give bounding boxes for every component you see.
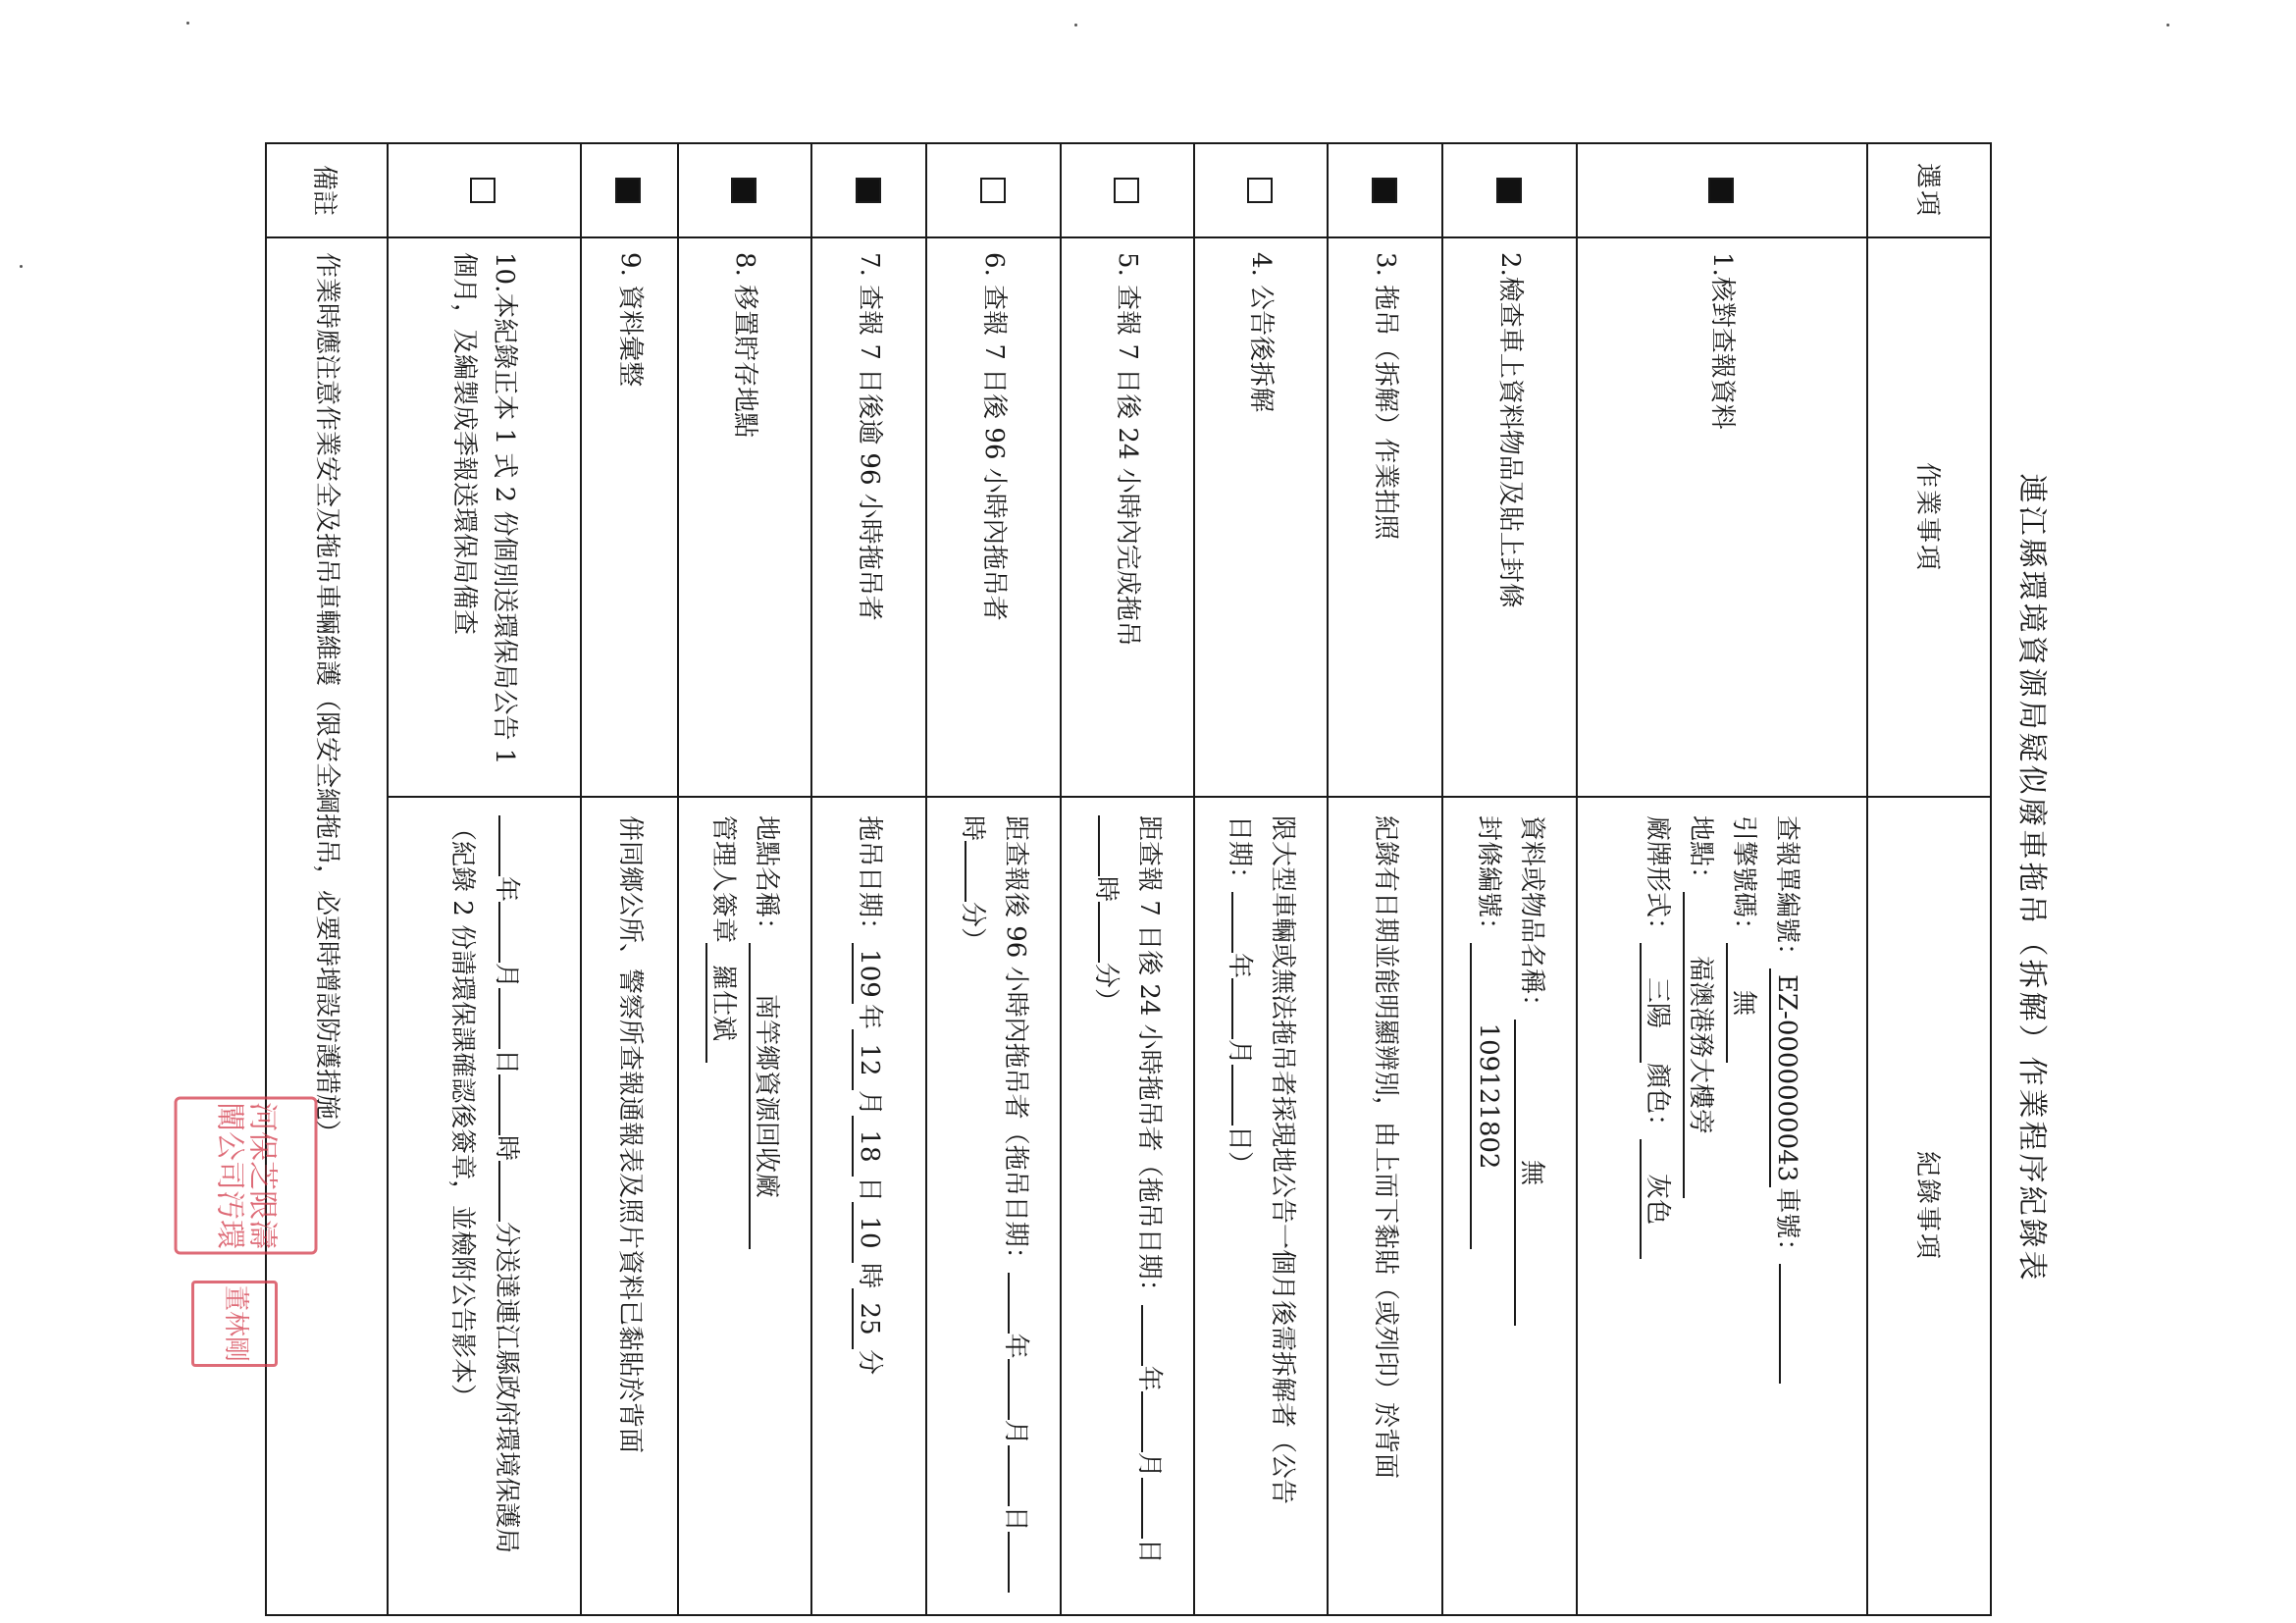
task-cell: 9. 資料彙整: [581, 237, 678, 797]
hour-field[interactable]: [498, 1074, 500, 1135]
task-cell: 2.檢查車上資料物品及貼上封條: [1443, 237, 1577, 797]
record-cell: 併同鄉公所、警察所查報通報表及照片資料已黏貼於背面: [581, 797, 678, 1615]
year-field[interactable]: [1231, 892, 1233, 953]
seal-number-field[interactable]: 109121802: [1470, 943, 1502, 1249]
table-header-row: [1867, 143, 1991, 1615]
option-checkbox[interactable]: [1247, 178, 1273, 203]
day-field[interactable]: [498, 988, 500, 1049]
scan-speck: [20, 265, 23, 268]
table-row: [811, 143, 926, 1615]
day-field[interactable]: [1008, 1445, 1010, 1506]
option-checkbox[interactable]: [1708, 178, 1734, 203]
tow-year-field[interactable]: 109: [852, 943, 884, 1004]
task-cell: 8. 移置貯存地點: [678, 237, 811, 797]
form-title: 連江縣環境資源局疑似廢車拖吊（拆解）作業程序紀錄表: [2014, 473, 2049, 1283]
color-field[interactable]: 灰色: [1640, 1139, 1672, 1259]
option-checkbox[interactable]: [1372, 178, 1397, 203]
option-checkbox[interactable]: [731, 178, 757, 203]
header-task: 作業事項: [1867, 237, 1991, 797]
task-cell: 6. 查報 7 日後 96 小時內拖吊者: [926, 237, 1060, 797]
option-checkbox[interactable]: [856, 178, 881, 203]
scan-speck: [1074, 24, 1077, 26]
hour-field[interactable]: [1008, 1532, 1010, 1593]
table-row: [926, 143, 1060, 1615]
item-name-field[interactable]: 無: [1514, 1020, 1546, 1326]
tow-day-field[interactable]: 18: [852, 1116, 884, 1177]
task-cell: 4. 公告後拆解: [1194, 237, 1328, 797]
tow-month-field[interactable]: 12: [852, 1029, 884, 1090]
option-checkbox[interactable]: [1496, 178, 1522, 203]
task-cell: 3. 拖吊（拆解）作業拍照: [1328, 237, 1442, 797]
record-cell: 資料或物品名稱：無 封條編號：109121802: [1443, 797, 1577, 1615]
month-field[interactable]: [1008, 1359, 1010, 1420]
record-table: [265, 142, 1992, 1616]
year-field[interactable]: [498, 815, 500, 876]
storage-location-field[interactable]: 南竿鄉資源回收廠: [749, 943, 781, 1249]
table-row: [678, 143, 811, 1615]
table-row: [1061, 143, 1194, 1615]
month-field[interactable]: [1141, 1391, 1143, 1452]
option-checkbox[interactable]: [470, 178, 496, 203]
remarks-row: [266, 143, 388, 1615]
table-row: [388, 143, 582, 1615]
record-cell: 紀錄有日期並能明顯辨別，由上而下黏貼（或列印）於背面: [1328, 797, 1442, 1615]
table-row: [1443, 143, 1577, 1615]
header-option: 選項: [1867, 143, 1991, 237]
report-number-field[interactable]: EZ-0000000043: [1769, 969, 1801, 1187]
scan-speck: [2166, 24, 2169, 26]
record-form: [265, 142, 2070, 1614]
remarks-label: 備註: [266, 143, 388, 237]
manager-signature-field[interactable]: 羅仕斌: [705, 943, 738, 1063]
record-cell: 限大型車輛或無法拖吊者採現地公告一個月後需拆解者（公告 日期：年月日）: [1194, 797, 1328, 1615]
minute-field[interactable]: [965, 841, 966, 902]
plate-number-field[interactable]: [1779, 1264, 1781, 1384]
day-field[interactable]: [1231, 1065, 1233, 1126]
task-cell: 10.本紀錄正本 1 式 2 份個別送環保局公告 1 個月，及編製成季報送環保局備查: [388, 237, 582, 797]
company-seal: 河保芝限濤闡公司汚環: [175, 1097, 318, 1255]
table-row: [1328, 143, 1442, 1615]
minute-field[interactable]: [498, 1161, 500, 1222]
option-checkbox[interactable]: [1114, 178, 1139, 203]
year-field[interactable]: [1008, 1273, 1010, 1334]
table-row: [1194, 143, 1328, 1615]
year-field[interactable]: [1141, 1305, 1143, 1366]
record-cell: 距查報後 96 小時內拖吊者（拖吊日期：年月日時分）: [926, 797, 1060, 1615]
header-record: 紀錄事項: [1867, 797, 1991, 1615]
record-cell: 拖吊日期：109年12月18日10時25分: [811, 797, 926, 1615]
brand-field[interactable]: 三陽: [1640, 943, 1672, 1063]
task-cell: 5. 查報 7 日後 24 小時內完成拖吊: [1061, 237, 1194, 797]
day-field[interactable]: [1141, 1478, 1143, 1539]
engine-number-field[interactable]: 無: [1726, 943, 1758, 1063]
scan-speck: [186, 22, 189, 25]
month-field[interactable]: [498, 902, 500, 963]
record-cell: 年月日時分送達連江縣政府環境保護局 （紀錄 2 份請環保課確認後簽章，並檢附公告影本）: [388, 797, 582, 1615]
minute-field[interactable]: [1098, 902, 1100, 963]
month-field[interactable]: [1231, 978, 1233, 1039]
table-row: [1577, 143, 1867, 1615]
representative-seal: 董林剛: [191, 1281, 278, 1367]
task-cell: 1.核對查報資料: [1577, 237, 1867, 797]
location-field[interactable]: 福澳港務大樓旁: [1683, 892, 1715, 1198]
record-cell: 距查報 7 日後 24 小時拖吊者（拖吊日期：年月日時分）: [1061, 797, 1194, 1615]
record-cell: 查報單編號：EZ-0000000043車號： 引擎號碼：無 地點：福澳港務大樓旁 廠牌形式：三陽顏色：灰色: [1577, 797, 1867, 1615]
tow-minute-field[interactable]: 25: [852, 1288, 884, 1349]
option-checkbox[interactable]: [980, 178, 1006, 203]
table-row: [581, 143, 678, 1615]
hour-field[interactable]: [1098, 815, 1100, 876]
record-cell: 地點名稱：南竿鄉資源回收廠 管理人簽章羅仕斌: [678, 797, 811, 1615]
remarks-text: 作業時應注意作業安全及拖吊車輛維護（限安全綱拖吊，必要時增設防護措施）: [266, 237, 388, 1615]
option-checkbox[interactable]: [616, 178, 642, 203]
tow-hour-field[interactable]: 10: [852, 1202, 884, 1263]
task-cell: 7. 查報 7 日後逾 96 小時拖吊者: [811, 237, 926, 797]
